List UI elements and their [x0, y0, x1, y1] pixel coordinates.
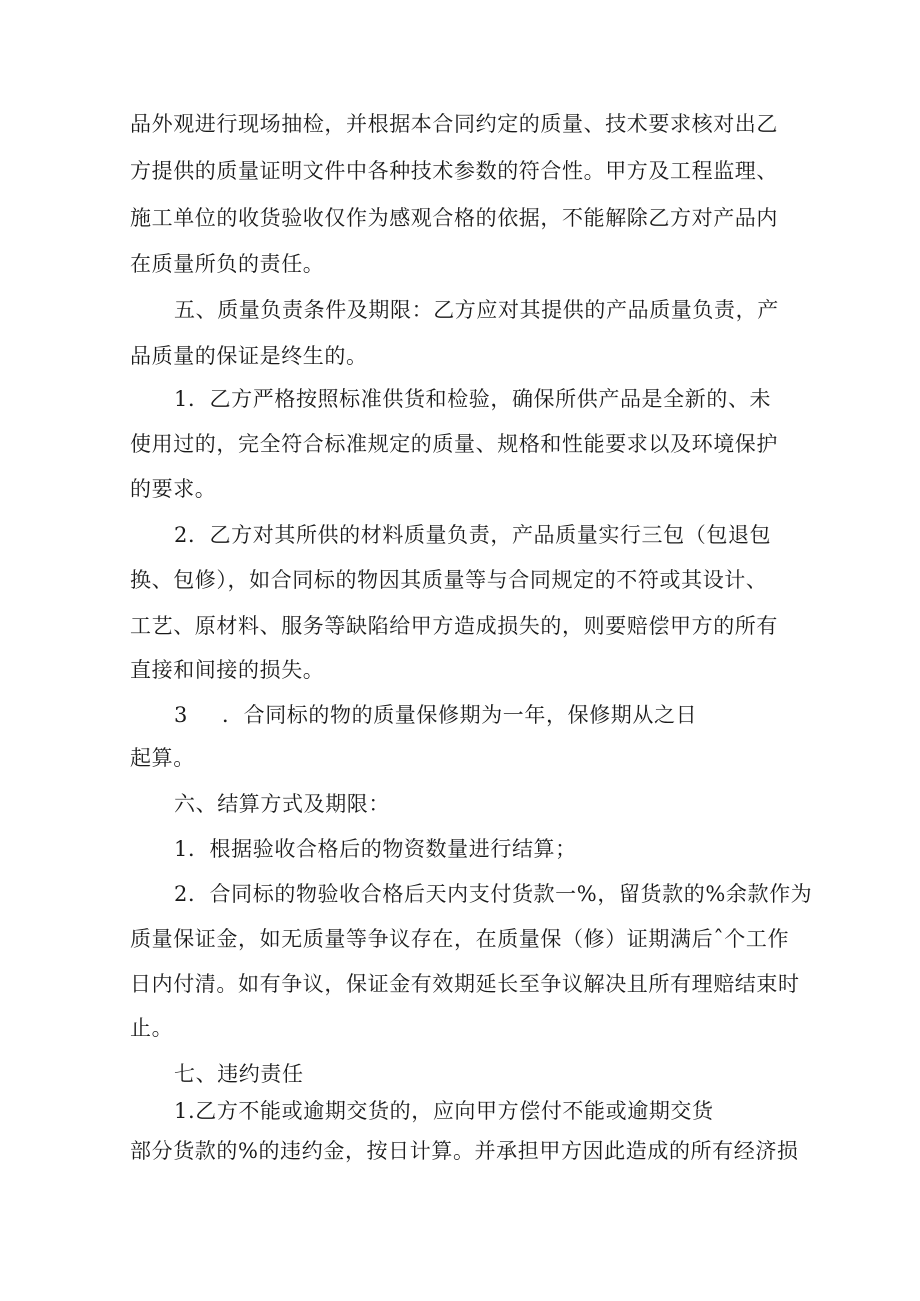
list-item-2: 2．合同标的物验收合格后天内支付货款一%，留货款的%余款作为	[174, 882, 813, 906]
section-heading-5: 五、质量负责条件及期限：乙方应对其提供的产品质量负责，产	[174, 298, 779, 322]
text-line: 换、包修），如合同标的物因其质量等与合同规定的不符或其设计、	[130, 568, 768, 592]
list-item-3: ．合同标的物的质量保修期为一年，保修期从之日	[222, 703, 698, 727]
text-line: 止。	[130, 1016, 174, 1040]
section-heading-6: 六、结算方式及期限：	[174, 792, 390, 816]
text-line: 工艺、原材料、服务等缺陷给甲方造成损失的，则要赔偿甲方的所有	[130, 614, 778, 638]
text-line: 起算。	[130, 746, 195, 770]
text-line: 在质量所负的责任。	[130, 252, 325, 276]
text-line: 日内付清。如有争议，保证金有效期延长至争议解决且所有理赔结束时	[130, 972, 800, 996]
text-line: 使用过的，完全符合标准规定的质量、规格和性能要求以及环境保护	[130, 432, 778, 456]
text-line: 品外观进行现场抽检，并根据本合同约定的质量、技术要求核对出乙	[130, 112, 778, 136]
text-line: 质量保证金，如无质量等争议存在，在质量保（修）证期满后ˆ个工作	[130, 927, 790, 951]
text-line: 方提供的质量证明文件中各种技术参数的符合性。甲方及工程监理、	[130, 159, 778, 183]
section-heading-7: 七、违约责任	[174, 1062, 304, 1086]
list-item-3-number: 3	[174, 703, 188, 727]
text-line: 部分货款的%的违约金，按日计算。并承担甲方因此造成的所有经济损	[130, 1139, 799, 1163]
list-item-1: 1．乙方严格按照标准供货和检验，确保所供产品是全新的、未	[174, 387, 772, 411]
text-line: 施工单位的收货验收仅作为感观合格的依据，不能解除乙方对产品内	[130, 206, 778, 230]
list-item-1: 1．根据验收合格后的物资数量进行结算；	[174, 837, 577, 861]
text-line: 的要求。	[130, 477, 217, 501]
list-item-2: 2．乙方对其所供的材料质量负责，产品质量实行三包（包退包	[174, 523, 772, 547]
text-line: 品质量的保证是终生的。	[130, 344, 368, 368]
text-line: 直接和间接的损失。	[130, 658, 325, 682]
list-item-1: 1.乙方不能或逾期交货的，应向甲方偿付不能或逾期交货	[174, 1099, 714, 1123]
